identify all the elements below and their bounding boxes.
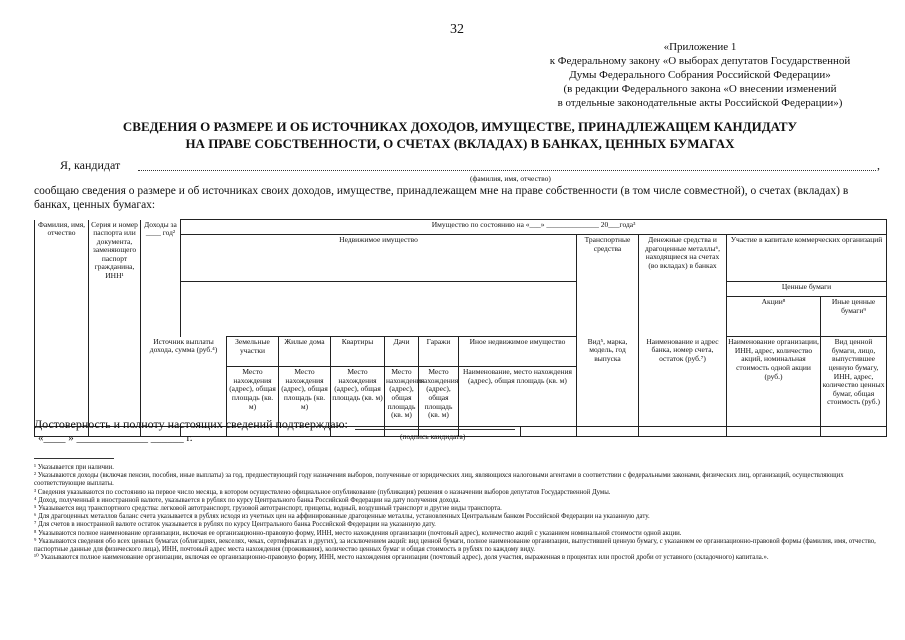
page-number: 32 xyxy=(450,22,464,37)
shares-sub: Наименование организации, ИНН, адрес, количество акций, номинальная стоимость одной акции (руб.) xyxy=(727,337,821,427)
houses-loc: Место нахождения (адрес), общая площадь (кв. м) xyxy=(279,367,331,427)
money-sub: Наименование и адрес банка, номер счета, остаток (руб.⁷) xyxy=(639,337,727,427)
garages-loc: Место нахождения (адрес), общая площадь (кв. м) xyxy=(419,367,459,427)
blank-cell xyxy=(577,297,639,337)
signature-note: (подпись кандидата) xyxy=(400,432,466,441)
footnote: ⁹ Указываются сведения обо всех ценных бумагах (облигациях, векселях, чеках, сертификатах и других), за исключением акций: вид ценной бумаги, полное наименование организации, выпустившей ценную бумагу, с указанием ее организационно-правовой формы (фамилия, имя, отчество, паспортные данные для физического лица), ИНН, почтовый адрес места нахождения (проживания), количество ценных бумаг и общая стоимость в рублях по каждому виду. xyxy=(34,537,876,554)
date-field[interactable]: «____ » _____________ ______ г. xyxy=(38,432,193,444)
other-re-loc: Наименование, место нахождения (адрес), общая площадь (кв. м) xyxy=(459,367,577,427)
blank-cell xyxy=(181,282,577,297)
blank-cell xyxy=(141,297,181,337)
declaration-table xyxy=(34,219,887,437)
footnote: ⁷ Для счетов в иностранной валюте остаток указывается в рублях по курсу Центрального банка Российской Федерации на указанную дату. xyxy=(34,521,436,529)
data-cell[interactable] xyxy=(727,427,821,437)
real-estate-header: Недвижимое имущество xyxy=(181,235,577,282)
garages-header: Гаражи xyxy=(419,337,459,367)
flats-header: Квартиры xyxy=(331,337,385,367)
dachas-loc: Место нахождения (адрес), общая площадь (кв. м) xyxy=(385,367,419,427)
data-cell[interactable] xyxy=(821,427,887,437)
footnote: ⁴ Доход, полученный в иностранной валюте, указывается в рублях по курсу Центрального банка Российской Федерации на дату получения дохода. xyxy=(34,496,461,504)
data-cell[interactable] xyxy=(521,427,577,437)
blank-cell xyxy=(639,297,727,337)
col-fio-header: Фамилия, имя, отчество xyxy=(35,220,89,282)
blank-cell xyxy=(89,282,141,297)
property-header: Имущество по состоянию на «___» ______________ 20___года³ xyxy=(181,220,887,235)
footnote: ⁵ Указывается вид транспортного средства: легковой автотранспорт, грузовой автотранспорт, прицепы, водный, воздушный транспорт и другие виды транспорта. xyxy=(34,505,502,513)
intro-paragraph: сообщаю сведения о размере и об источниках своих доходов, имуществе, принадлежащем мне на праве собственности (в том числе совместной), о счетах (вкладах) в банках, ценных бумагах: xyxy=(34,185,849,211)
footnotes xyxy=(34,464,884,562)
income-source-header: Источник выплаты дохода, сумма (руб.⁴) xyxy=(141,337,227,427)
candidate-label: Я, кандидат xyxy=(60,158,121,172)
col-passport-header: Серия и номер паспорта или документа, заменяющего паспорт гражданина, ИНН¹ xyxy=(89,220,141,282)
footnote: ³ Сведения указываются по состоянию на первое число месяца, в котором осуществлено официальное опубликование (публикация) решения о назначении выборов депутатов Государственной Думы. xyxy=(34,488,611,496)
securities-header: Ценные бумаги xyxy=(727,282,887,297)
blank-cell xyxy=(181,297,577,337)
col-income-header: Доходы за ____ год² xyxy=(141,220,181,282)
blank-cell xyxy=(89,297,141,337)
footnote: ⁶ Для драгоценных металлов баланс счета указывается в рублях исходя из учетных цен на аффинированные драгоценные металлы, установленных Центральным банком Российской Федерации на указанную дату. xyxy=(34,513,650,521)
blank-cell xyxy=(89,337,141,367)
signature-field[interactable] xyxy=(355,429,515,430)
data-cell[interactable] xyxy=(639,427,727,437)
capital-header: Участие в капитале коммерческих организаций xyxy=(727,235,887,282)
title-line: НА ПРАВЕ СОБСТВЕННОСТИ, О СЧЕТАХ (ВКЛАДАХ) В БАНКАХ, ЦЕННЫХ БУМАГАХ xyxy=(185,136,735,151)
blank-cell xyxy=(35,337,89,367)
footnote: ¹ Указывается при наличии. xyxy=(34,464,114,471)
footnote: ¹⁰ Указываются полное наименование организации, включая ее организационно-правовую форму, ИНН, место нахождения организации (почтовый адрес), доля участия, выраженная в процентах или простой дроби от уставного (складочного) капитала.». xyxy=(34,554,769,562)
land-loc: Место нахождения (адрес), общая площадь (кв. м) xyxy=(227,367,279,427)
appendix-block xyxy=(520,40,880,110)
candidate-comma: , xyxy=(877,158,880,172)
houses-header: Жилые дома xyxy=(279,337,331,367)
other-securities-sub: Вид ценной бумаги, лицо, выпустившее ценную бумагу, ИНН, адрес, количество ценных бумаг, общая стоимость (руб.) xyxy=(821,337,887,427)
confirm-text: Достоверность и полноту настоящих сведений подтверждаю: xyxy=(34,417,348,431)
dachas-header: Дачи xyxy=(385,337,419,367)
appendix-line: Думы Федерального Собрания Российской Федерации» xyxy=(569,69,831,81)
blank-cell xyxy=(35,282,89,297)
other-securities-header: Иные ценные бумаги⁹ xyxy=(821,297,887,337)
title-line: СВЕДЕНИЯ О РАЗМЕРЕ И ОБ ИСТОЧНИКАХ ДОХОДОВ, ИМУЩЕСТВЕ, ПРИНАДЛЕЖАЩЕМ КАНДИДАТУ xyxy=(122,119,798,134)
transport-header: Транспортные средства xyxy=(577,235,639,297)
appendix-line: (в редакции Федерального закона «О внесении изменений xyxy=(563,83,837,95)
fio-note: (фамилия, имя, отчество) xyxy=(470,174,551,183)
other-re-header: Иное недвижимое имущество xyxy=(459,337,577,367)
money-header: Денежные средства и драгоценные металлы⁶, находящиеся на счетах (во вкладах) в банках xyxy=(639,235,727,297)
flats-loc: Место нахождения (адрес), общая площадь (кв. м) xyxy=(331,367,385,427)
appendix-line: «Приложение 1 xyxy=(663,41,737,53)
appendix-line: в отдельные законодательные акты Российской Федерации») xyxy=(557,97,843,109)
candidate-name-field[interactable] xyxy=(138,170,876,171)
blank-cell xyxy=(35,297,89,337)
document-title xyxy=(60,118,860,152)
blank-cell xyxy=(141,282,181,297)
transport-sub: Вид⁵, марка, модель, год выпуска xyxy=(577,337,639,427)
footnote: ² Указываются доходы (включая пенсии, пособия, иные выплаты) за год, предшествующий году назначения выборов, полученные от юридических лиц, являющихся налоговыми агентами в соответствии с федеральными законами, физических лиц, организаций, осуществляющих соответствующие выплаты. xyxy=(34,472,844,488)
shares-header: Акции⁸ xyxy=(727,297,821,337)
appendix-line: к Федеральному закону «О выборах депутатов Государственной xyxy=(549,55,851,67)
land-header: Земельные участки xyxy=(227,337,279,367)
footnote: ⁸ Указываются полное наименование организации, включая ее организационно-правовую форму, ИНН, место нахождения организации (почтовый адрес), количество акций с указанием номинальной стоимости одной акции. xyxy=(34,529,682,537)
data-cell[interactable] xyxy=(577,427,639,437)
footnote-rule xyxy=(34,458,114,459)
